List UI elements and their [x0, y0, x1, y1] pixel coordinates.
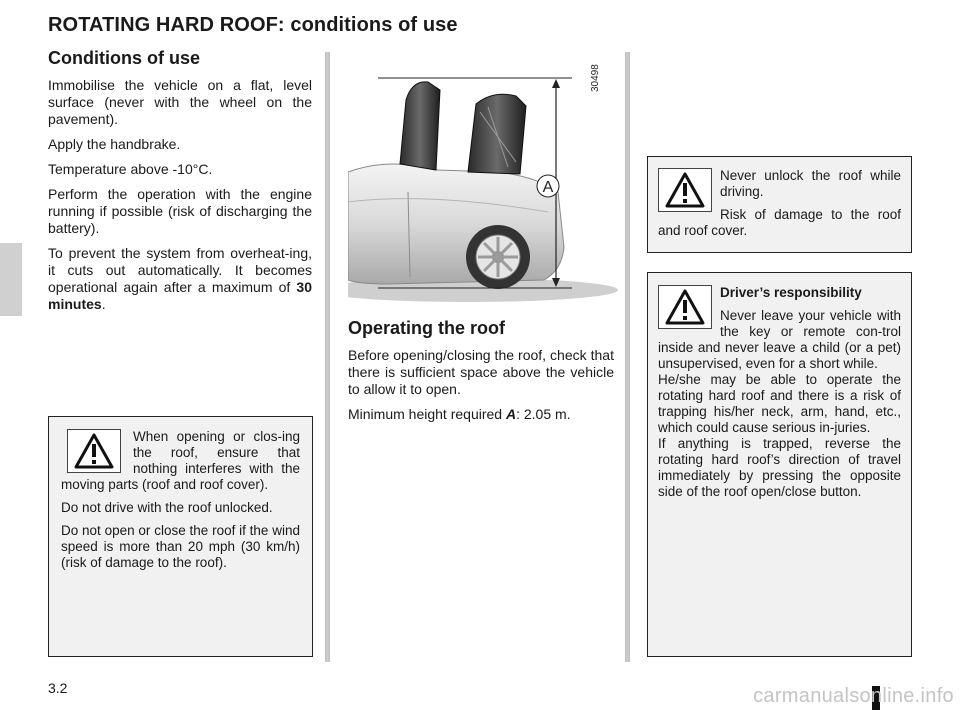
paragraph: Apply the handbrake. [48, 136, 181, 152]
paragraph-text: To prevent the system from overheat-ing, it cuts out automatically. It becomes operational again after a maximum of [48, 245, 312, 295]
conditions-section [48, 50, 312, 321]
dimension-label: A [542, 179, 554, 196]
height-value: : 2.05 m. [516, 406, 571, 422]
paragraph: Perform the operation with the engine running if possible (risk of discharging the battery). [48, 186, 312, 236]
warning-text: If anything is trapped, reverse the rotating hard roof’s direction of travel immediately by pressing the opposite side of the roof open/close button. [658, 436, 901, 499]
car-illustration [348, 52, 620, 314]
warning-text: Do not open or close the roof if the wind speed is more than 20 mph (30 km/h) (risk of damage to the roof). [61, 523, 300, 570]
section-heading: Conditions of use [48, 48, 200, 68]
warning-triangle-icon [658, 285, 712, 329]
paragraph-tail: . [101, 296, 106, 312]
column-divider [325, 52, 330, 662]
warning-text: Never leave your vehicle with the key or remote con-trol inside and never leave a child (or a pet) unsupervised, even for a short while. [658, 308, 901, 371]
warning-text: Risk of damage to the roof and roof cover. [658, 207, 901, 238]
height-prefix: Minimum height required [348, 406, 506, 422]
watermark: carmanualsonline.info [753, 685, 954, 707]
minimum-height [348, 406, 614, 423]
column-divider [625, 52, 630, 662]
warning-box-unlock [647, 156, 912, 253]
warning-text: When opening or clos-ing the roof, ensure that nothing interferes with the moving parts (roof and roof cover). [61, 429, 300, 492]
warning-text: Do not drive with the roof unlocked. [61, 500, 273, 515]
warning-box-opening [48, 416, 313, 657]
section-heading: Operating the roof [348, 318, 505, 338]
page-number: 3.2 [48, 680, 68, 696]
page-title: ROTATING HARD ROOF: conditions of use [48, 14, 458, 36]
operating-section [348, 320, 614, 431]
warning-text: Never unlock the roof while driving. [720, 168, 901, 199]
paragraph: Temperature above -10°C. [48, 161, 213, 177]
warning-heading: Driver’s responsibility [720, 285, 862, 300]
car-roof-illustration [348, 52, 620, 314]
warning-text: He/she may be able to operate the rotating hard roof and there is a risk of trapping his/her neck, arm, hand, etc., which could cause serious in-juries. [658, 372, 901, 435]
warning-box-responsibility [647, 272, 912, 657]
warning-triangle-icon [67, 429, 121, 473]
height-variable: A [505, 406, 517, 422]
warning-triangle-icon [658, 168, 712, 212]
paragraph: Immobilise the vehicle on a flat, level surface (never with the wheel on the pavement). [48, 77, 312, 127]
paragraph: Before opening/closing the roof, check that there is sufficient space above the vehicle to allow it to open. [348, 347, 614, 397]
paragraph [48, 245, 312, 313]
bold-value: 30 minutes [48, 279, 312, 312]
image-code: 30498 [590, 64, 601, 92]
section-tab [0, 243, 22, 316]
